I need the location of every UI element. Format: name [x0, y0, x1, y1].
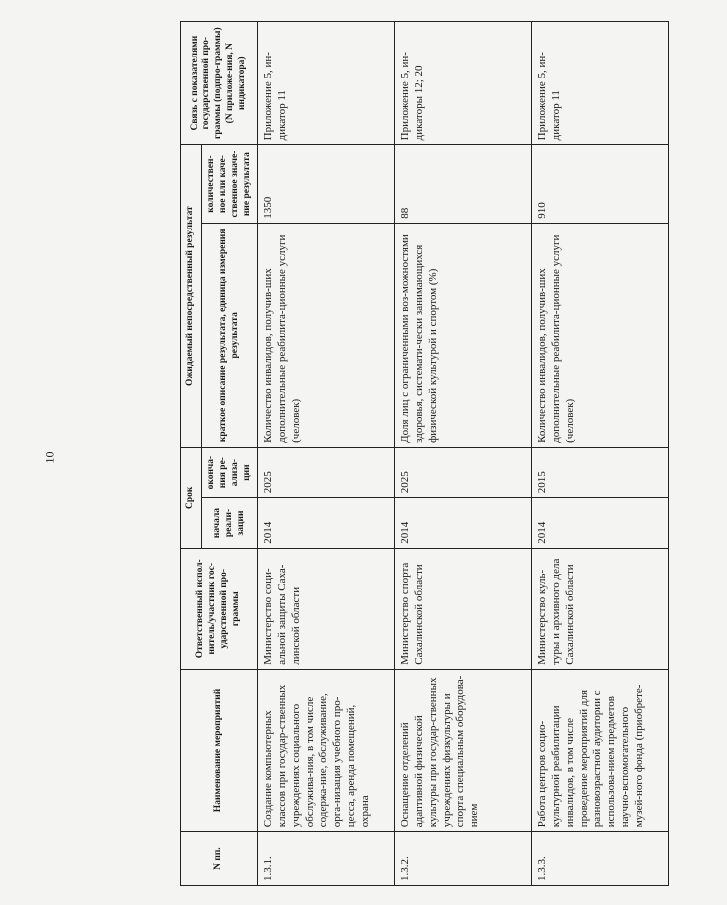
- cell-responsible: Министерство куль-туры и архивного дела Сахалинской области: [532, 548, 669, 669]
- cell-link: Приложение 5, ин-дикатор 11: [532, 22, 669, 145]
- cell-desc: Количество инвалидов, получив-ших дополнительные реабилита-ционные услуги (человек): [532, 223, 669, 447]
- cell-num: 1.3.2.: [395, 832, 532, 886]
- page-number: 10: [42, 451, 57, 464]
- header-term-start: начала реали-зации: [201, 498, 258, 548]
- cell-name: Оснащение отделений адаптивной физической культуры при государ-ственных учреждениях физкультуры и спорта специальным оборудова-нием: [395, 669, 532, 831]
- header-result-value: количествен-ное или каче-ственное значе-ние результата: [201, 145, 258, 223]
- cell-end: 2025: [258, 447, 395, 497]
- cell-responsible: Министерство спорта Сахалинской области: [395, 548, 532, 669]
- header-link: Связь с показателями государственной про-граммы (подпро-граммы) (N приложе-ния, N индикатора): [181, 22, 258, 145]
- cell-start: 2014: [395, 498, 532, 548]
- cell-desc: Количество инвалидов, получив-ших дополнительные реабилита-ционные услуги (человек): [258, 223, 395, 447]
- rotated-table-frame: [180, 21, 727, 886]
- header-responsible: Ответственный испол-нитель/участник гос-ударственной про-граммы: [181, 548, 258, 669]
- table-row: [395, 22, 532, 886]
- table-row: [532, 22, 669, 886]
- header-term: Срок: [181, 447, 202, 548]
- cell-end: 2015: [532, 447, 669, 497]
- cell-start: 2014: [258, 498, 395, 548]
- cell-link: Приложение 5, ин-дикаторы 12; 20: [395, 22, 532, 145]
- header-result-desc: краткое описание результата, единица измерения результата: [201, 223, 258, 447]
- cell-value: 910: [532, 145, 669, 223]
- cell-num: 1.3.3.: [532, 832, 669, 886]
- cell-value: 88: [395, 145, 532, 223]
- table-row: [258, 22, 395, 886]
- cell-end: 2025: [395, 447, 532, 497]
- cell-value: 1350: [258, 145, 395, 223]
- cell-start: 2014: [532, 498, 669, 548]
- program-table: [180, 21, 669, 886]
- cell-name: Работа центров социо-культурной реабилитации инвалидов, в том числе проведение мероприятий для разновозрастной аудитории с использова-нием предметов научно-вспомогательного музей-ного фонда (приобрете-: [532, 669, 669, 831]
- cell-link: Приложение 5, ин-дикатор 11: [258, 22, 395, 145]
- header-name: Наименование мероприятий: [181, 669, 258, 831]
- header-term-end: оконча-ния ре-ализа-ции: [201, 447, 258, 497]
- cell-name: Создание компьютерных классов при государ-ственных учреждениях социального обслужива-ния, в том числе содержа-ние, обслуживание, орга-низация учебного про-цесса, аренда помещений, охрана: [258, 669, 395, 831]
- cell-num: 1.3.1.: [258, 832, 395, 886]
- header-row-1: [181, 22, 202, 886]
- header-result: Ожидаемый непосредственный результат: [181, 145, 202, 448]
- cell-responsible: Министерство соци-альной защиты Саха-линской области: [258, 548, 395, 669]
- cell-desc: Доля лиц с ограниченными воз-можностями здоровья, системати-чески занимающихся физической культурой и спортом (%): [395, 223, 532, 447]
- header-num: N пп.: [181, 832, 258, 886]
